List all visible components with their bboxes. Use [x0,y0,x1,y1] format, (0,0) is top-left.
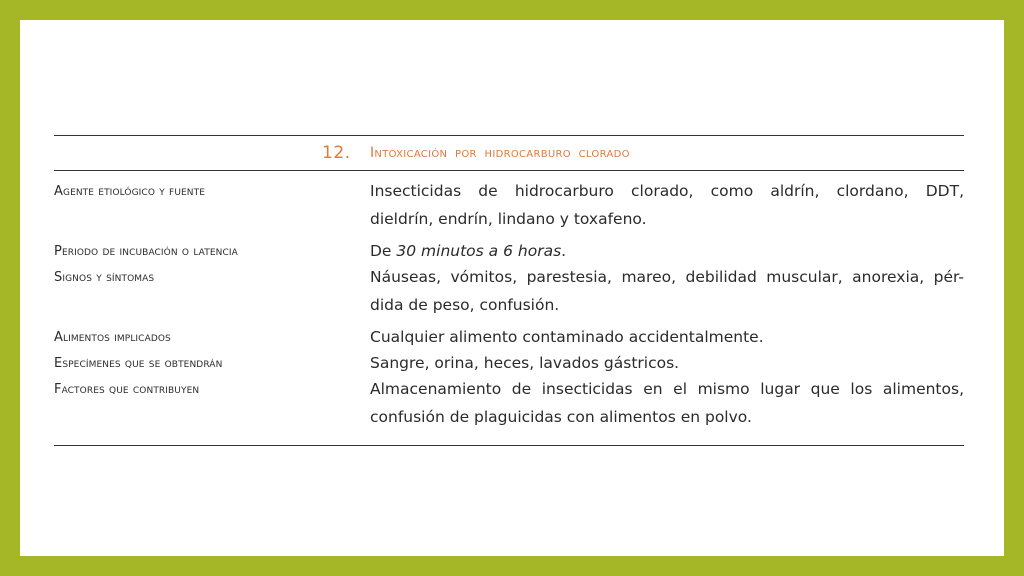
value-prefix: De [370,242,397,260]
row-label-agent: Agente etiológico y fuente [54,184,206,199]
row-label-incubation: Periodo de incubación o latencia [54,244,238,259]
value-line: confusión de plaguicidas con alimentos en polvo. [370,408,752,426]
row-label-specimens: Especímenes que se obtendrán [54,356,223,371]
table-number: 12. [322,143,351,163]
value-suffix: . [561,242,567,260]
table-header [54,136,964,170]
value-line: Almacenamiento de insecticidas en el mismo lugar que los alimentos, [370,380,964,398]
value-line: Insecticidas de hidrocarburo clorado, como aldrín, clordano, DDT, [370,182,964,200]
value-line: dida de peso, confusión. [370,296,560,314]
value-line: Cualquier alimento contaminado accidentalmente. [370,328,764,346]
table-body [54,171,964,445]
row-value-symptoms [370,263,964,319]
table-title: Intoxicación por hidrocarburo clorado [370,145,630,161]
table-row [54,181,964,233]
table-row [54,267,964,319]
value-line: dieldrín, endrín, lindano y toxafeno. [370,210,647,228]
value-line: Náuseas, vómitos, parestesia, mareo, debilidad muscular, anorexia, pér- [370,268,964,286]
table-row [54,379,964,431]
slide [20,20,1004,556]
table-row [54,353,964,377]
row-value-incubation [370,237,964,265]
table-row [54,241,964,265]
table-row [54,327,964,351]
row-value-foods [370,323,964,351]
row-value-agent [370,177,964,233]
row-label-factors: Factores que contribuyen [54,382,200,397]
row-label-symptoms: Signos y síntomas [54,270,155,285]
row-value-factors [370,375,964,431]
toxin-table [54,135,964,446]
value-line: Sangre, orina, heces, lavados gástricos. [370,354,680,372]
row-value-specimens [370,349,964,377]
row-label-foods: Alimentos implicados [54,330,171,345]
value-italic: 30 minutos a 6 horas [396,242,562,260]
value-line [370,237,964,265]
bottom-rule [54,445,964,446]
